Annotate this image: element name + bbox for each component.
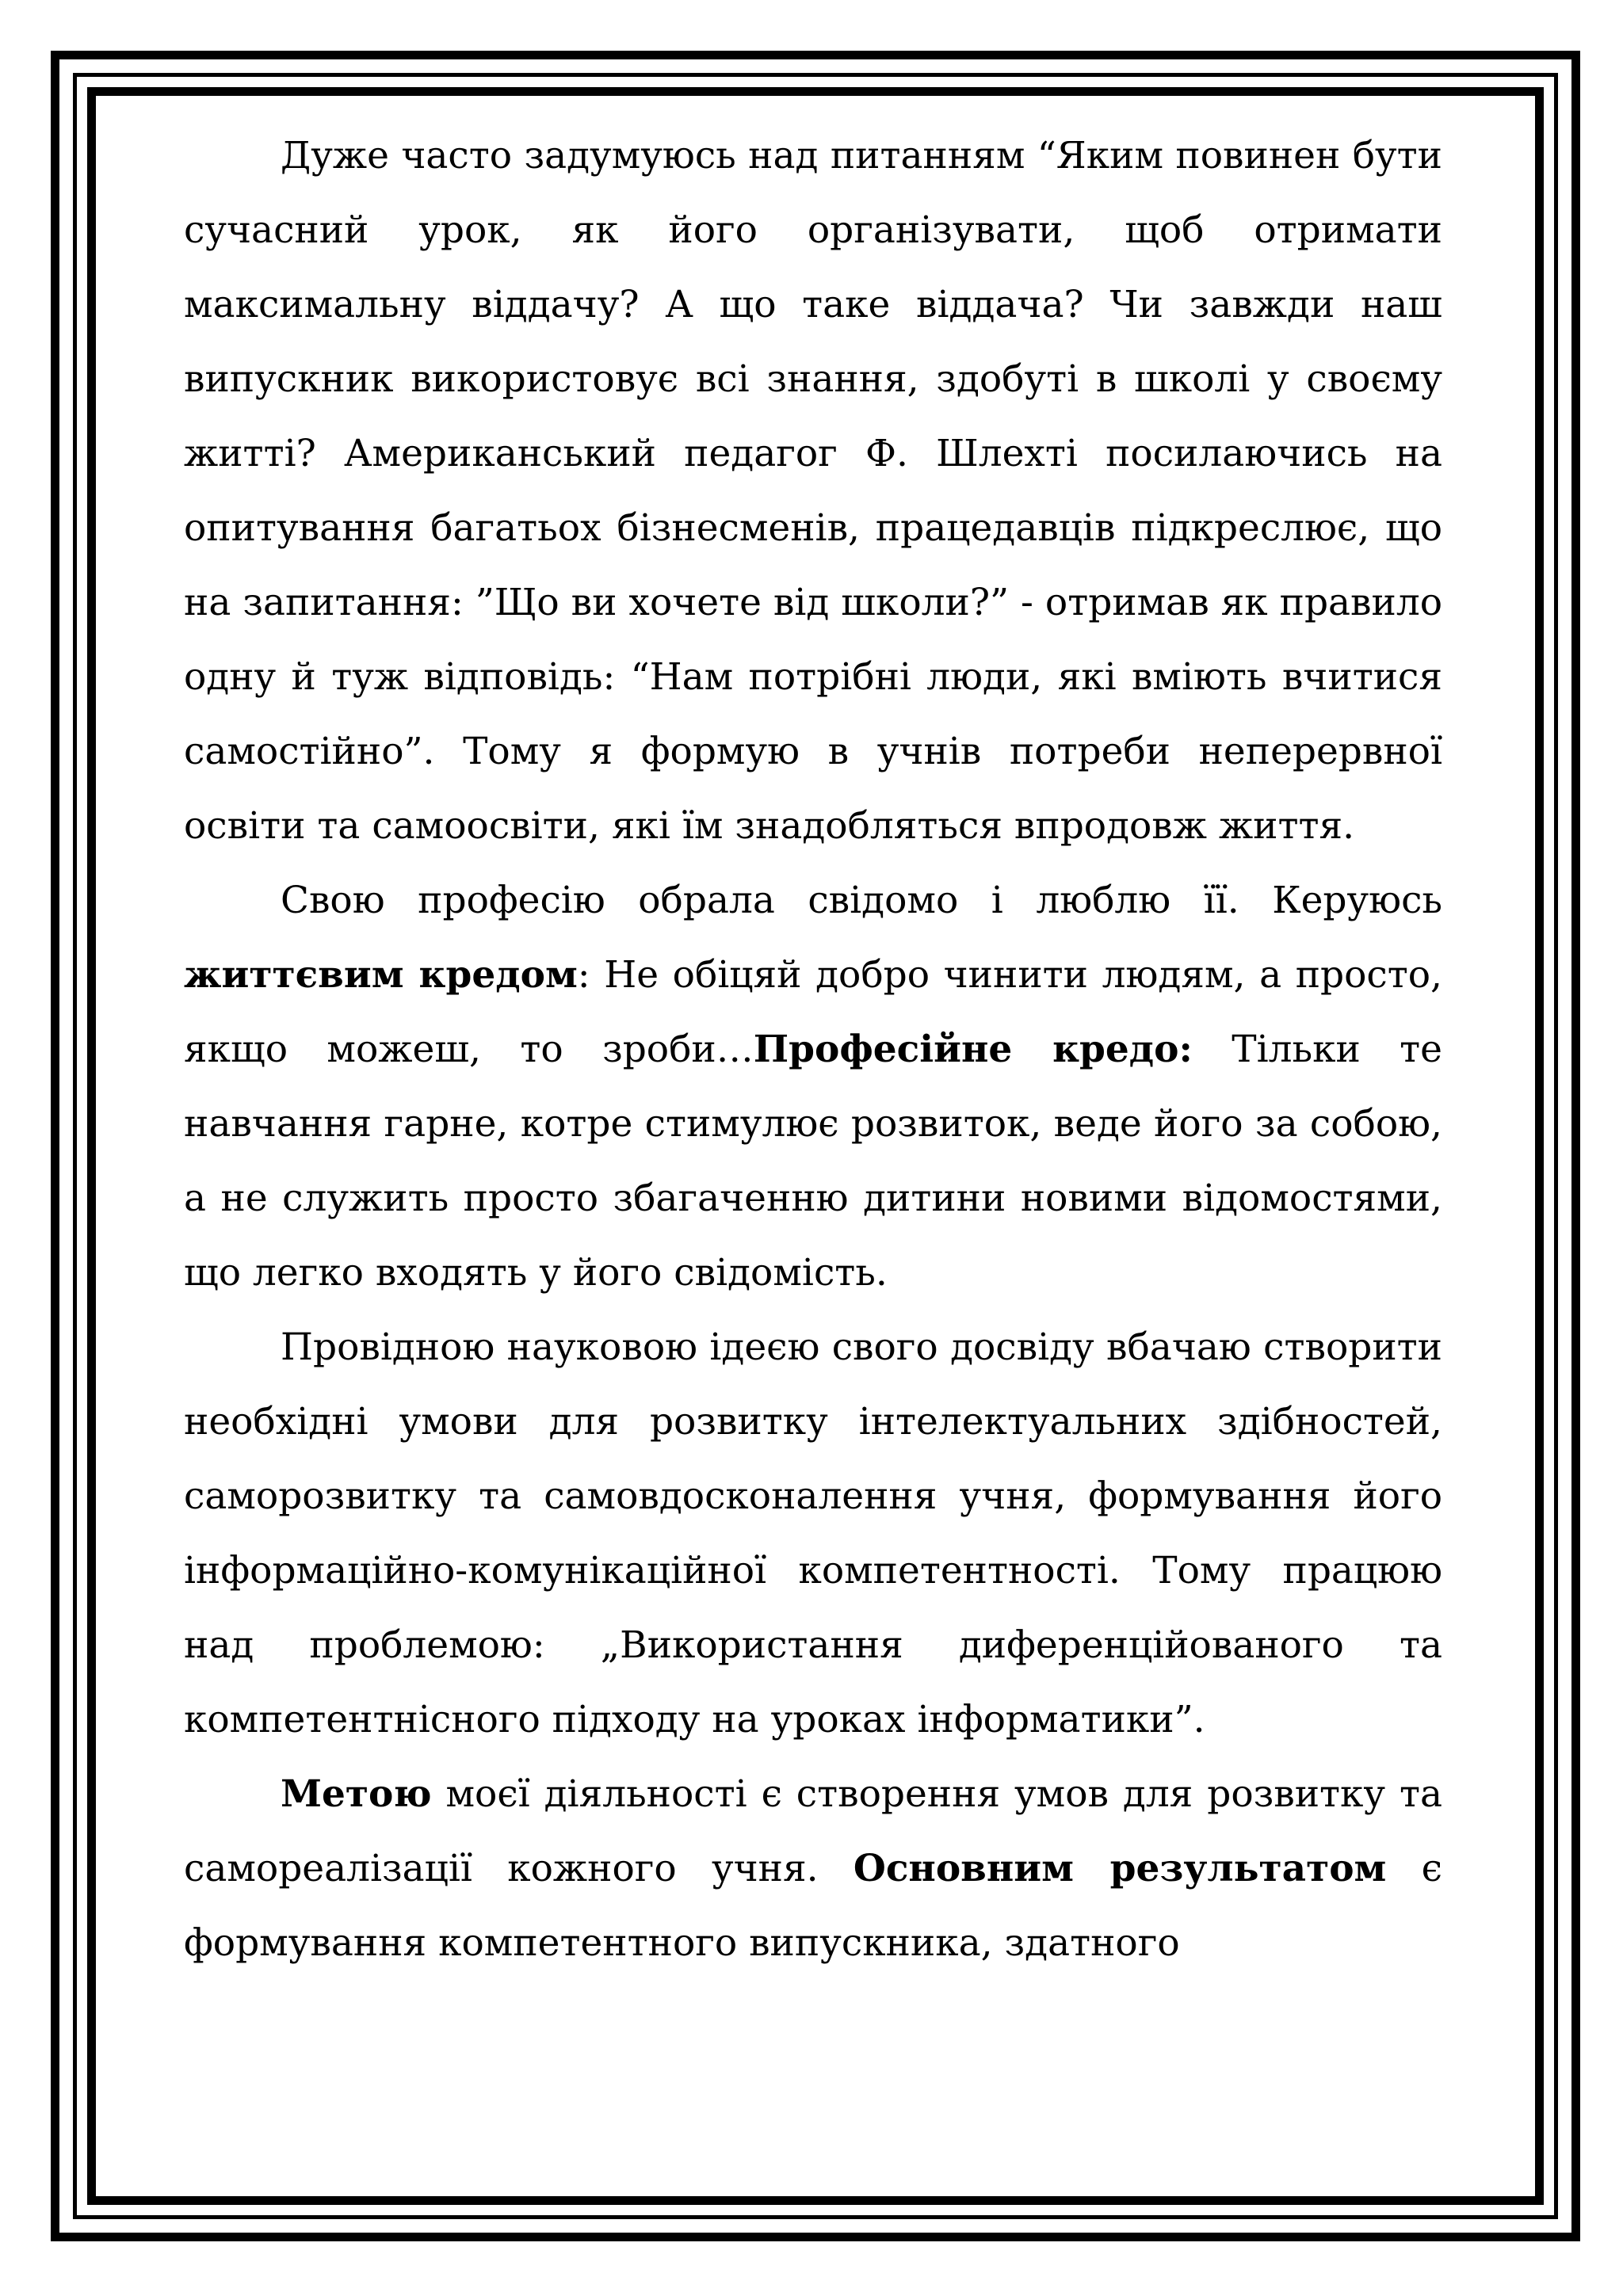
paragraph-credo [184, 864, 1442, 1310]
text-run: : Не обіцяй добро чинити людям, а просто, якщо можеш, то зроби… [184, 953, 1442, 1071]
text-run: є формування компетентного випускника, здатного [184, 1847, 1442, 1965]
bold-text-run: життєвим кредом [184, 953, 578, 997]
paragraph-leading-idea [184, 1310, 1442, 1757]
document-body [184, 119, 1442, 1981]
bold-text-run: Основним результатом [853, 1847, 1387, 1890]
text-run: Провідною науковою ідеєю свого досвіду вбачаю створити необхідні умови для розвитку інтелектуальних здібностей, саморозвитку та самовдосконалення учня, формування його інформаційно-комунікаційної компетентності. Тому працюю над проблемою: „Використання диференційованого та компетентнісного підходу на уроках інформатики”. [184, 1325, 1442, 1741]
bold-text-run: Метою [281, 1772, 432, 1816]
text-run: Тільки те навчання гарне, котре стимулює розвиток, веде його за собою, а не служить просто збагаченню дитини новими відомостями, що легко входять у його свідомість. [184, 1028, 1442, 1295]
paragraph-modern-lesson [184, 119, 1442, 864]
paragraph-goal [184, 1757, 1442, 1981]
bold-text-run: Професійне кредо: [753, 1028, 1193, 1071]
text-run: Дуже часто задумуюсь над питанням “Яким повинен бути сучасний урок, як його організувати, щоб отримати максимальну віддачу? А що таке віддача? Чи завжди наш випускник використовує всі знання, здобуті в школі у своєму житті? Американський педагог Ф. Шлехті посилаючись на опитування багатьох бізнесменів, працедавців підкреслює, що на запитання: ”Що ви хочете від школи?” - отримав як правило одну й туж відповідь: “Нам потрібні люди, які вміють вчитися самостійно”. Тому я формую в учнів потреби неперервної освіти та самоосвіти, які їм знадобляться впродовж життя. [184, 134, 1442, 848]
text-run: моєї діяльності є створення умов для розвитку та самореалізації кожного учня. [184, 1772, 1442, 1890]
text-run: Свою професію обрала свідомо і люблю її. Керуюсь [281, 879, 1442, 922]
